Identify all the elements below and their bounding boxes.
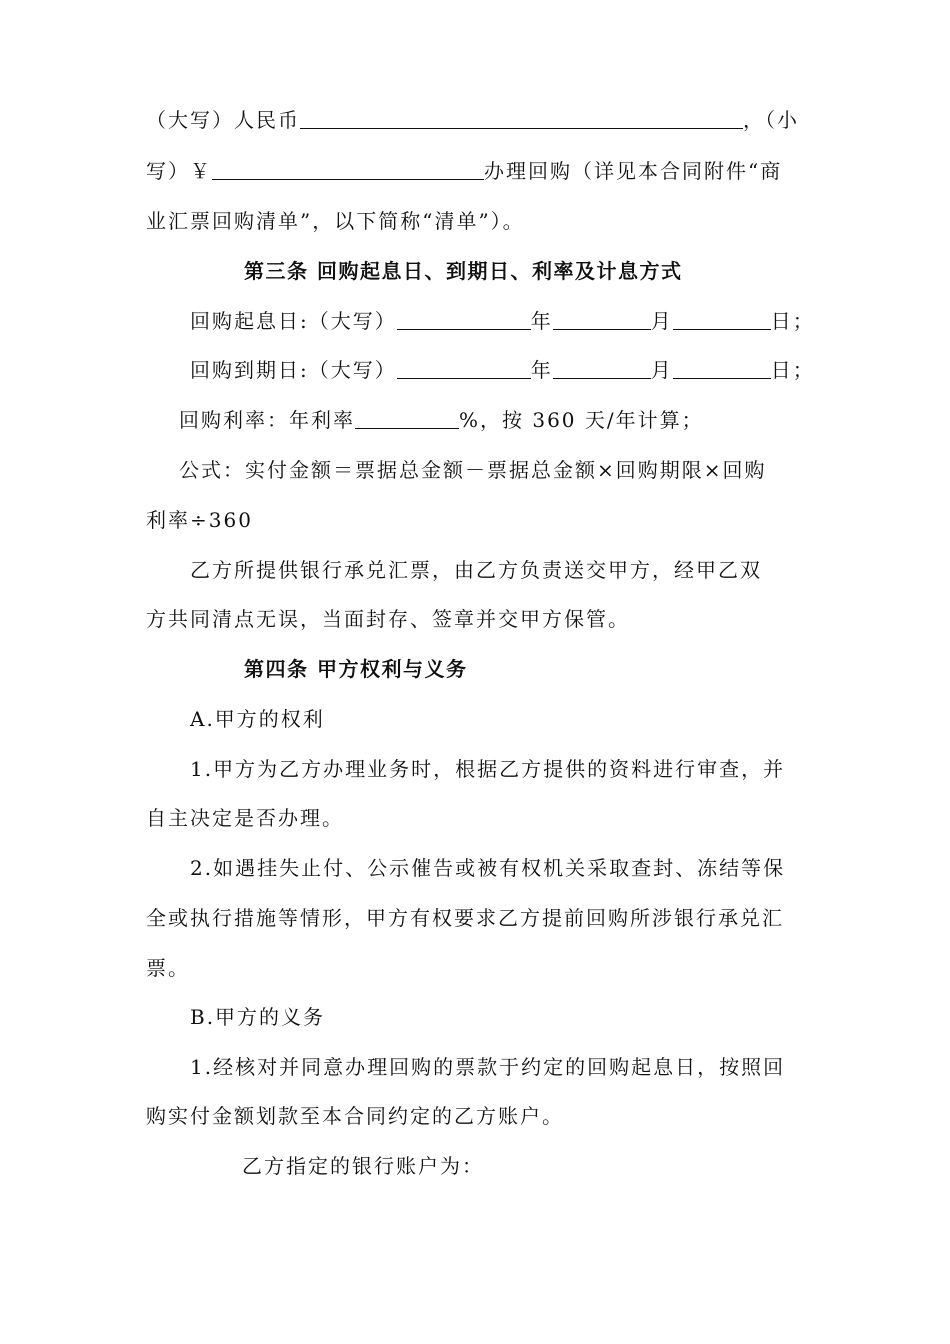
end-year-blank [397, 356, 531, 379]
formula-line-1: 公式：实付金额＝票据总金额－票据总金额×回购期限×回购 [179, 458, 767, 482]
end-month-blank [553, 356, 651, 379]
formula-line-2: 利率÷360 [146, 508, 253, 532]
delivery-paragraph-line-2: 方共同清点无误，当面封存、签章并交甲方保管。 [146, 607, 630, 631]
right-2-line-3: 票。 [146, 956, 190, 980]
right-1-line-1: 1.甲方为乙方办理业务时，根据乙方提供的资料进行审查，并 [190, 757, 786, 781]
rate-line [179, 406, 704, 434]
obligation-1-line-2: 购实付金额划款至本合同约定的乙方账户。 [146, 1104, 564, 1128]
amount-lowercase-line [146, 157, 782, 185]
buyback-reference-text: 办理回购（详见本合同附件“商 [484, 159, 783, 183]
amount-uppercase-blank [300, 106, 743, 129]
start-date-line [190, 307, 815, 335]
obligation-1-line-1: 1.经核对并同意办理回购的票款于约定的回购起息日，按照回 [190, 1055, 786, 1079]
rate-label: 回购利率：年利率 [179, 408, 355, 432]
right-2-line-1: 2.如遇挂失止付、公示催告或被有权机关采取查封、冻结等保 [190, 856, 786, 880]
end-date-label: 回购到期日:（大写） [190, 358, 397, 382]
year-label: 年 [530, 358, 553, 382]
section-a-title: A.甲方的权利 [190, 707, 325, 731]
start-year-blank [397, 307, 531, 330]
end-day-blank [673, 356, 771, 379]
month-label: 月 [650, 358, 673, 382]
year-label: 年 [530, 309, 553, 333]
amount-lowercase-blank [212, 157, 484, 180]
end-date-line [190, 356, 815, 384]
rate-basis-text: %，按 360 天/年计算； [459, 408, 704, 432]
article-4-heading: 第四条 甲方权利与义务 [244, 657, 468, 681]
buyback-reference-line: 业汇票回购清单”，以下简称“清单”）。 [146, 209, 525, 233]
section-b-title: B.甲方的义务 [190, 1005, 326, 1029]
start-day-blank [673, 307, 771, 330]
start-month-blank [553, 307, 651, 330]
amount-lowercase-label: 写）￥ [146, 159, 212, 183]
month-label: 月 [650, 309, 673, 333]
day-label: 日； [770, 309, 815, 333]
amount-lowercase-label-start: ，（小 [743, 108, 799, 132]
right-2-line-2: 全或执行措施等情形，甲方有权要求乙方提前回购所涉银行承兑汇 [146, 906, 784, 930]
right-1-line-2: 自主决定是否办理。 [146, 806, 344, 830]
amount-uppercase-label: （大写）人民币 [146, 108, 300, 132]
amount-uppercase-line [146, 106, 799, 134]
day-label: 日； [770, 358, 815, 382]
article-3-heading: 第三条 回购起息日、到期日、利率及计息方式 [244, 259, 683, 283]
rate-blank [355, 406, 459, 429]
delivery-paragraph-line-1: 乙方所提供银行承兑汇票，由乙方负责送交甲方，经甲乙双 [190, 558, 762, 582]
designated-account-line: 乙方指定的银行账户为： [242, 1154, 484, 1178]
start-date-label: 回购起息日:（大写） [190, 309, 397, 333]
